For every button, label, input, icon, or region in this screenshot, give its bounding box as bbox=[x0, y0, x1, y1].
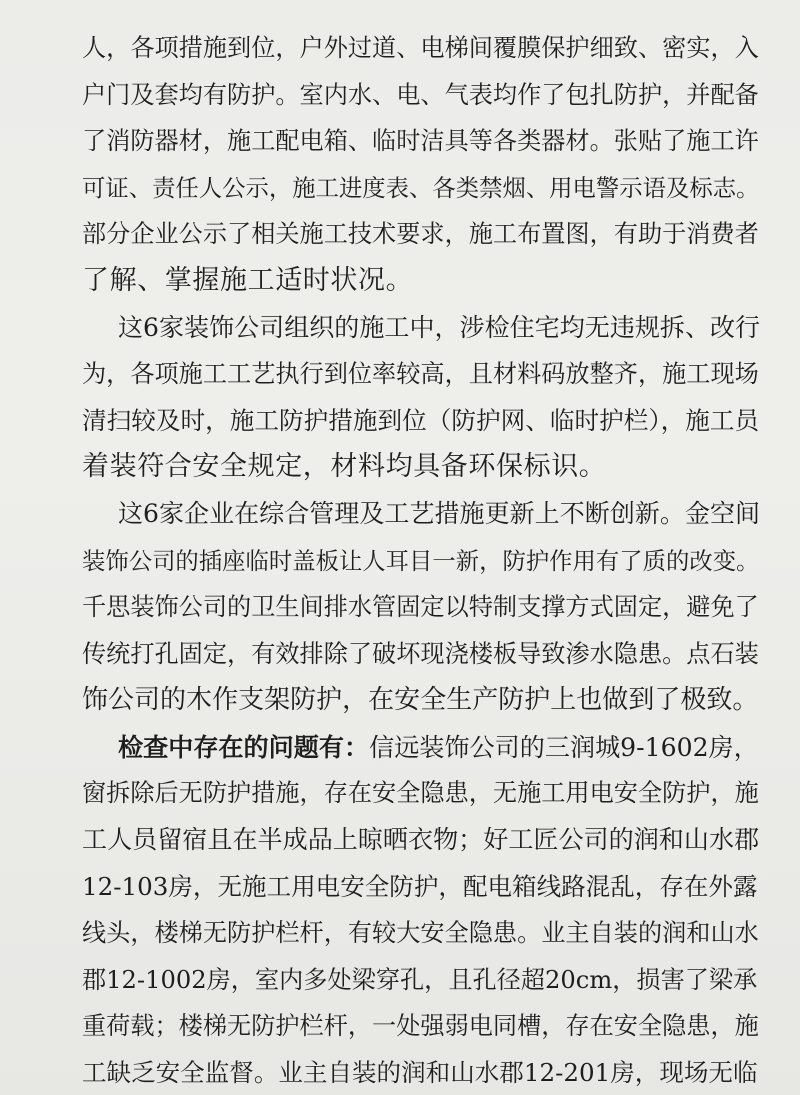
text-line: 工人员留宿且在半成品上晾晒衣物；好工匠公司的润和山水郡 bbox=[82, 825, 760, 855]
text-line: 传统打孔固定，有效排除了破坏现浇楼板导致渗水隐患。点石装 bbox=[82, 639, 759, 668]
text-line: 装饰公司的插座临时盖板让人耳目一新，防护作用有了质的改变。 bbox=[82, 546, 760, 575]
text-line: 部分企业公示了相关施工技术要求，施工布置图，有助于消费者 bbox=[82, 220, 759, 249]
text-line: 了消防器材，施工配电箱、临时洁具等各类器材。张贴了施工许 bbox=[82, 127, 759, 156]
text-line: 郡12-1002房，室内多处梁穿孔，且孔径超20cm，损害了梁承 bbox=[82, 965, 758, 994]
text-line: 这6家企业在综合管理及工艺措施更新上不断创新。金空间 bbox=[118, 498, 761, 528]
text-line: 户门及套均有防护。室内水、电、气表均作了包扎防护，并配备 bbox=[82, 80, 759, 109]
text-line: 饰公司的木作支架防护，在安全生产防护上也做到了极致。 bbox=[82, 685, 759, 716]
text-line: 了解、掌握施工适时状况。 bbox=[82, 264, 414, 296]
text-line: 着装符合安全规定，材料均具备环保标识。 bbox=[82, 451, 607, 483]
text-line: 千思装饰公司的卫生间排水管固定以特制支撑方式固定，避免了 bbox=[82, 593, 759, 622]
text-line: 可证、责任人公示，施工进度表、各类禁烟、用电警示语及标志。 bbox=[82, 173, 760, 202]
text-line: 为，各项施工工艺执行到位率较高，且材料码放整齐，施工现场 bbox=[82, 360, 759, 389]
text-line: 线头，楼梯无防护栏杆，有较大安全隐患。业主自装的润和山水 bbox=[82, 919, 759, 948]
text-line: 人，各项措施到位，户外过道、电梯间覆膜保护细致、密实，入 bbox=[82, 34, 759, 62]
text-line: 12-103房，无施工用电安全防护，配电箱线路混乱，存在外露 bbox=[82, 871, 758, 901]
text-line: 工缺乏安全监督。业主自装的润和山水郡12-201房，现场无临 bbox=[82, 1058, 758, 1087]
section-heading-continuation: 信远装饰公司的三润城9-1602房， bbox=[369, 732, 759, 762]
section-heading: 检查中存在的问题有： bbox=[118, 731, 370, 762]
text-line: 清扫较及时，施工防护措施到位（防护网、临时护栏），施工员 bbox=[82, 405, 760, 435]
text-line: 重荷载；楼梯无防护栏杆，一处强弱电同槽，存在安全隐患，施 bbox=[82, 1012, 759, 1041]
text-line: 这6家装饰公司组织的施工中，涉检住宅均无违规拆、改行 bbox=[118, 312, 761, 342]
text-line bbox=[118, 729, 759, 766]
text-line: 窗拆除后无防护措施，存在安全隐患，无施工用电安全防护，施 bbox=[82, 779, 759, 808]
